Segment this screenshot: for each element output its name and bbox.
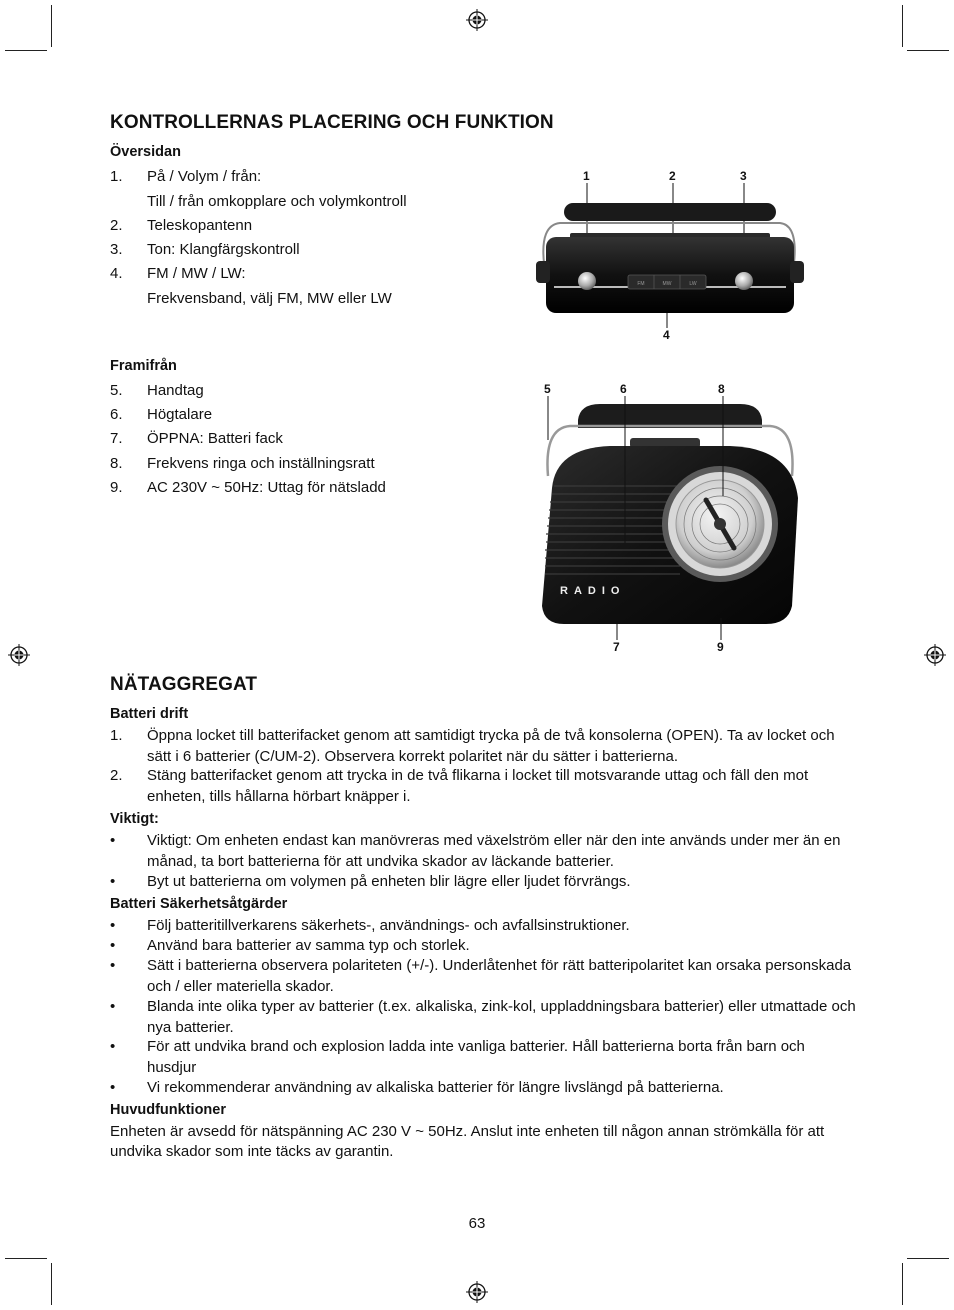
crop-mark <box>51 5 52 47</box>
list-item: På / Volym / från: <box>147 168 262 185</box>
radio-front-view-image <box>530 378 810 658</box>
bullet: • <box>110 917 116 934</box>
bullet: • <box>110 998 116 1015</box>
callout-label: 5 <box>544 382 551 396</box>
callout-label: 8 <box>718 382 725 396</box>
list-number: 1. <box>110 168 123 185</box>
brand-text: RADIO <box>560 585 626 597</box>
crop-mark <box>5 50 47 51</box>
crop-mark <box>51 1263 52 1305</box>
subheading: Framifrån <box>110 358 177 374</box>
callout-label: 4 <box>663 328 670 342</box>
list-number: 2. <box>110 767 123 784</box>
band-label: LW <box>689 281 697 287</box>
crop-mark <box>5 1258 47 1259</box>
list-number: 5. <box>110 382 123 399</box>
band-label: MW <box>662 281 672 287</box>
section-title: KONTROLLERNAS PLACERING OCH FUNKTION <box>110 112 554 133</box>
list-item: Till / från omkopplare och volymkontroll <box>147 193 407 210</box>
section-title: NÄTAGGREGAT <box>110 674 258 695</box>
list-item: För att undvika brand och explosion ladda inte vanliga batterier. Håll batterierna borta från barn och husdjur <box>147 1038 805 1076</box>
crop-mark <box>907 50 949 51</box>
radio-top-view-figure <box>530 165 810 345</box>
list-item: Viktigt: Om enheten endast kan manövreras med växelström eller när den inte används under mer än en månad, ta bort batterierna för att undvika skador av läckande batterier. <box>147 832 841 870</box>
crop-mark <box>902 1263 903 1305</box>
list-item: Öppna locket till batterifacket genom att samtidigt trycka på de två konsolerna (OPEN). Ta av locket och sätt i 6 batterier (C/UM-2). Observera korrekt polaritet när du sätter i batterierna. <box>147 727 835 765</box>
band-label: FM <box>637 281 645 287</box>
bullet: • <box>110 1079 116 1096</box>
list-number: 6. <box>110 406 123 423</box>
subheading: Batteri drift <box>110 706 189 722</box>
callout-label: 2 <box>669 169 676 183</box>
list-number: 9. <box>110 479 123 496</box>
list-number: 2. <box>110 217 123 234</box>
bullet: • <box>110 873 116 890</box>
bullet: • <box>110 937 116 954</box>
list-item: Teleskopantenn <box>147 217 253 234</box>
list-item: Följ batteritillverkarens säkerhets-, användnings- och avfallsinstruktioner. <box>147 917 630 934</box>
list-item: Stäng batterifacket genom att trycka in de två flikarna i locket till motsvarande uttag och fäll den mot enheten, tills hållarna hörbart knäpper i. <box>147 767 809 805</box>
list-number: 8. <box>110 455 123 472</box>
list-item: Ton: Klangfärgskontroll <box>147 241 300 258</box>
paragraph: Enheten är avsedd för nätspänning AC 230 V ~ 50Hz. Anslut inte enheten till någon annan strömkälla för att undvika skador som inte täcks av garantin. <box>110 1123 825 1160</box>
list-item: ÖPPNA: Batteri fack <box>147 430 283 447</box>
bullet: • <box>110 957 116 974</box>
bullet: • <box>110 832 116 849</box>
crop-mark <box>902 5 903 47</box>
list-item: Sätt i batterierna observera polariteten (+/-). Underlåtenhet för rätt batteripolaritet kan orsaka personskada och / eller materiella skador. <box>147 957 852 995</box>
radio-front-view-figure <box>530 378 810 658</box>
list-item: Frekvensband, välj FM, MW eller LW <box>147 290 392 307</box>
subheading: Översidan <box>110 144 181 160</box>
list-item: Använd bara batterier av samma typ och storlek. <box>147 937 470 954</box>
list-item: Byt ut batterierna om volymen på enheten blir lägre eller ljudet förvrängs. <box>147 873 631 890</box>
page-number: 63 <box>468 1215 486 1232</box>
list-item: Högtalare <box>147 406 213 423</box>
registration-mark-icon <box>8 644 30 666</box>
radio-top-view-image <box>530 165 810 345</box>
callout-label: 6 <box>620 382 627 396</box>
registration-mark-icon <box>924 644 946 666</box>
crop-mark <box>907 1258 949 1259</box>
list-item: AC 230V ~ 50Hz: Uttag för nätsladd <box>147 479 386 496</box>
list-item: FM / MW / LW: <box>147 265 246 282</box>
callout-label: 7 <box>613 640 620 654</box>
list-item: Blanda inte olika typer av batterier (t.ex. alkaliska, zink-kol, uppladdningsbara batterier) eller utmattade och nya batterier. <box>147 998 856 1036</box>
list-item: Handtag <box>147 382 204 399</box>
registration-mark-icon <box>466 1281 488 1303</box>
list-number: 4. <box>110 265 123 282</box>
list-number: 3. <box>110 241 123 258</box>
subheading: Batteri Säkerhetsåtgärder <box>110 896 288 912</box>
list-item: Frekvens ringa och inställningsratt <box>147 455 375 472</box>
subheading: Huvudfunktioner <box>110 1102 226 1118</box>
callout-label: 1 <box>583 169 590 183</box>
list-number: 7. <box>110 430 123 447</box>
list-item: Vi rekommenderar användning av alkaliska batterier för längre livslängd på batterierna. <box>147 1079 724 1096</box>
bullet: • <box>110 1038 116 1055</box>
list-number: 1. <box>110 727 123 744</box>
registration-mark-icon <box>466 9 488 31</box>
callout-label: 9 <box>717 640 724 654</box>
callout-label: 3 <box>740 169 747 183</box>
subheading: Viktigt: <box>110 811 159 827</box>
